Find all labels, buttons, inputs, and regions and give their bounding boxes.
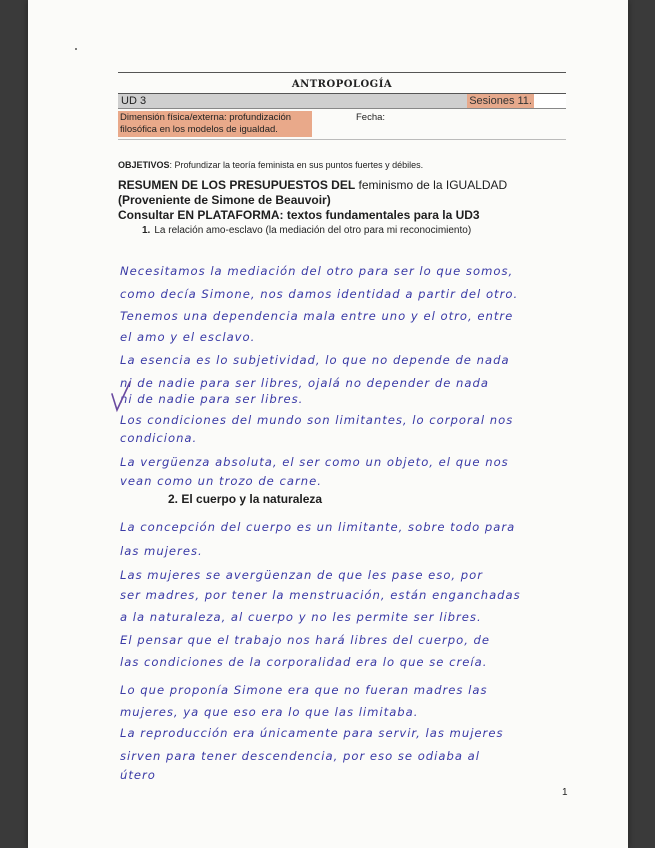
- hw-line: Lo que proponía Simone era que no fueran madres las: [120, 683, 488, 697]
- sessions-cell: [534, 94, 566, 108]
- hw-line: Los condiciones del mundo son limitantes, lo corporal nos: [120, 413, 514, 427]
- unit-row: [118, 94, 566, 109]
- hw-line: el amo y el esclavo.: [120, 330, 256, 344]
- hw-line: La esencia es lo subjetividad, lo que no depende de nada: [120, 353, 510, 367]
- hw-line: Las mujeres se avergüenzan de que les pase eso, por: [120, 568, 484, 582]
- hw-line: las condiciones de la corporalidad era lo que se creía.: [120, 655, 488, 669]
- hw-line: a la naturaleza, al cuerpo y no les permite ser libres.: [120, 610, 482, 624]
- checkmark-icon: [110, 380, 132, 414]
- objectives: [118, 160, 566, 170]
- date-label: Fecha:: [356, 112, 386, 123]
- summary-heading: [118, 178, 566, 223]
- hw-line: La reproducción era únicamente para servir, las mujeres: [120, 726, 504, 740]
- hw-line: sirven para tener descendencia, por eso se odiaba al: [120, 749, 480, 763]
- worksheet-header: [118, 72, 566, 236]
- section1-heading: [118, 225, 566, 236]
- hw-line: La concepción del cuerpo es un limitante, sobre todo para: [120, 520, 516, 534]
- hw-line: La vergüenza absoluta, el ser como un objeto, el que nos: [120, 455, 509, 469]
- summary-line2: (Proveniente de Simone de Beauvoir): [118, 193, 331, 207]
- page-title: ANTROPOLOGÍA: [118, 72, 566, 94]
- hw-line: El pensar que el trabajo nos hará libres del cuerpo, de: [120, 633, 491, 647]
- objectives-label: OBJETIVOS: [118, 160, 170, 170]
- hw-line: las mujeres.: [120, 544, 203, 558]
- hw-line: vean como un trozo de carne.: [120, 474, 322, 488]
- hw-line: como decía Simone, nos damos identidad a partir del otro.: [120, 287, 519, 301]
- section2-heading: 2. El cuerpo y la naturaleza: [168, 492, 323, 506]
- objectives-text: : Profundizar la teoría feminista en sus puntos fuertes y débiles.: [169, 160, 424, 170]
- summary-line3: Consultar EN PLATAFORMA: textos fundamentales para la UD3: [118, 208, 480, 222]
- section1-number: 1.: [142, 225, 151, 236]
- sessions-label: Sesiones 11.: [469, 95, 532, 107]
- speck: [75, 48, 77, 50]
- hw-line: condiciona.: [120, 431, 198, 445]
- page-number: 1: [562, 787, 568, 798]
- meta-row: [118, 111, 566, 140]
- hw-line: ser madres, por tener la menstruación, están enganchadas: [120, 588, 521, 602]
- hw-line: mujeres, ya que eso era lo que las limitaba.: [120, 705, 419, 719]
- document-page: [28, 0, 628, 848]
- hw-line: ni de nadie para ser libres.: [120, 392, 304, 406]
- section1-title: La relación amo-esclavo (la mediación del otro para mi reconocimiento): [154, 225, 472, 236]
- hw-line: Necesitamos la mediación del otro para ser lo que somos,: [120, 264, 514, 278]
- hw-line: Tenemos una dependencia mala entre uno y el otro, entre: [120, 309, 514, 323]
- hw-line: ni de nadie para ser libres, ojalá no depender de nada: [120, 376, 489, 390]
- dimension-label: Dimensión física/externa: profundización filosófica en los modelos de igualdad.: [118, 111, 312, 137]
- summary-line1-rest: feminismo de la IGUALDAD: [355, 178, 508, 192]
- summary-line1-bold: RESUMEN DE LOS PRESUPUESTOS DEL: [118, 178, 356, 192]
- hw-line: útero: [120, 768, 156, 782]
- unit-label: UD 3: [121, 95, 147, 107]
